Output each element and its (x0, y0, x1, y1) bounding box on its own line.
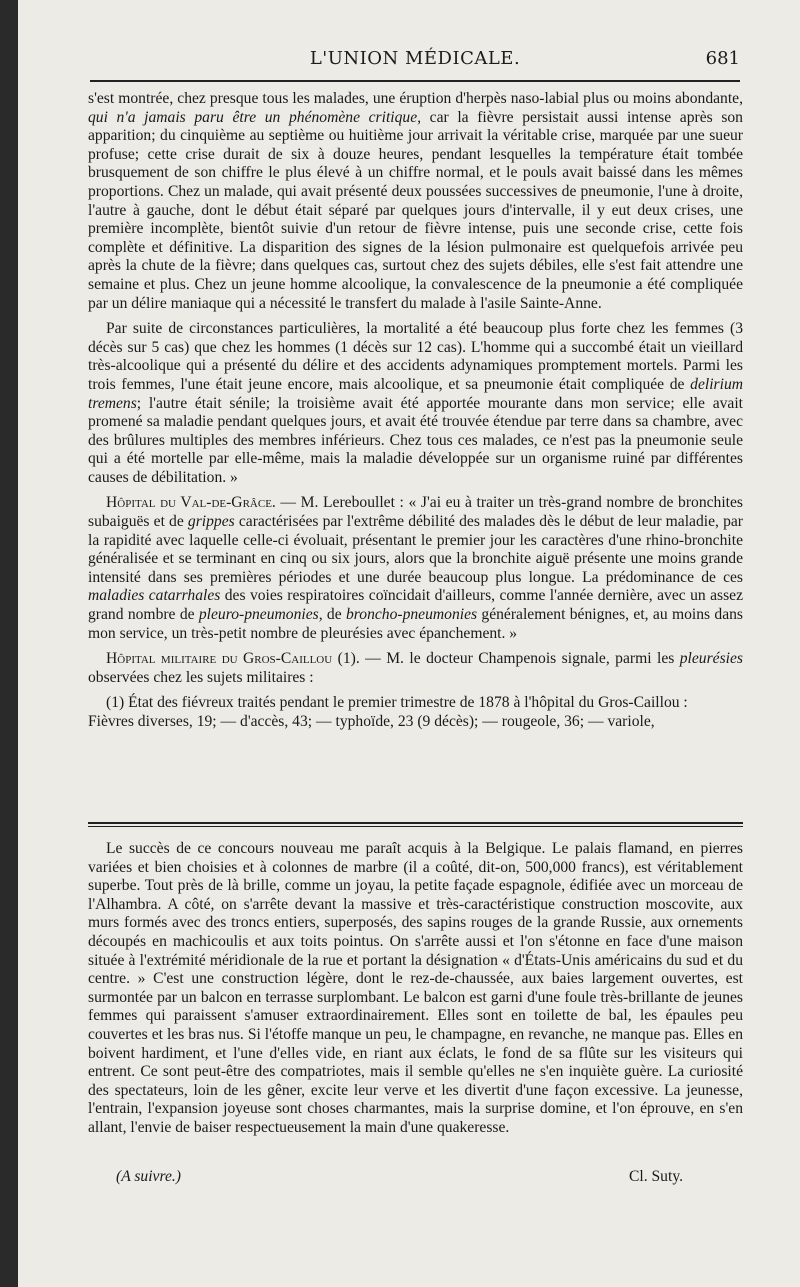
main-article (88, 90, 743, 732)
feuilleton-rule (88, 822, 743, 824)
running-title: L'UNION MÉDICALE. (309, 48, 521, 69)
page-header (90, 46, 740, 76)
paragraph-mortality: Par suite de circonstances particulières, la mortalité a été beaucoup plus forte chez les femmes (3 décès sur 5 cas) que chez les hommes (1 décès sur 12 cas). L'homme qui a succombé était un vieillard très-alcoolique qui a présenté du délire et des accidents adynamiques promptement mortels. Parmi les trois femmes, l'une était jeune encore, mais alcoolique, et sa pneumonie était compliquée de delirium tremens; l'autre était sénile; la troisième avait été apportée mourante dans mon service; elle avait promené sa maladie pendant quelques jours, et avait été trouvée étendue par terre dans sa chambre, avec des brûlures multiples des membres inférieurs. Chez tous ces malades, ce n'est pas la pneumonie seule qui a été mortelle par elle-même, mais la maladie développée sur un organisme ruiné par différentes causes de débilitation. » (88, 320, 743, 486)
paragraph-eruption: s'est montrée, chez presque tous les malades, une éruption d'herpès naso-labial plus ou moins abondante, qui n'a jamais paru être un phénomène critique, car la fièvre persistait aussi intense après son apparition; du cinquième au septième ou huitième jour arrivait la véritable crise, marquée par une sueur profuse; cette crise durait de six à douze heures, pendant lesquelles la température était tombée brusquement de son chiffre le plus élevé à un chiffre normal, et le pouls avait baissé dans les mêmes proportions. Chez un malade, qui avait présenté deux poussées successives de pneumonie, l'une à droite, l'autre à gauche, dont le début était séparé par quelques jours d'intervalle, il y eut deux crises, une première incomplète, bientôt suivie d'un retour de fièvre intense, puis une seconde crise, cette fois complète et définitive. La disparition des signes de la lésion pulmonaire est quelquefois arrivée peu après la chute de la fièvre; dans quelques cas, surtout chez des sujets débiles, elle s'est fait attendre une semaine et plus. Chez un jeune homme alcoolique, la convalescence de la pneumonie a été compliquée par un délire maniaque qui a nécessité le transfert du malade à l'asile Sainte-Anne. (88, 90, 743, 312)
to-be-continued: (A suivre.) (116, 1168, 181, 1185)
paragraph-val-de-grace: Hôpital du Val-de-Grâce. — M. Lereboullet : « J'ai eu à traiter un très-grand nombre de bronchites subaiguës et de grippes caractérisées par l'extrême débilité des malades dès le début de leur maladie, par la rapidité avec laquelle celle-ci évoluait, présentant le premier jour les caractères d'une rhino-bronchite généralisée et se terminant en cinq ou six jours, alors que la bronchite aiguë présente une moins grande intensité dans ses premières périodes et une durée beaucoup plus longue. La prédominance de ces maladies catarrhales des voies respiratoires coïncidait d'ailleurs, comme l'année dernière, avec un assez grand nombre de pleuro-pneumonies, de broncho-pneumonies généralement bénignes, et, au moins dans mon service, un très-petit nombre de pleurésies avec épanchement. » (88, 494, 743, 642)
hospital-heading: Hôpital du Val-de-Grâce. (106, 494, 276, 512)
page-number: 681 (705, 48, 740, 69)
paragraph-gros-caillou: Hôpital militaire du Gros-Caillou (1). — M. le docteur Champenois signale, parmi les pleurésies observées chez les sujets militaires : (88, 650, 743, 686)
feuilleton-rule-thin (88, 826, 743, 827)
feuilleton-signoff (88, 1168, 743, 1188)
header-rule (90, 80, 740, 82)
hospital-heading: Hôpital militaire du Gros-Caillou (106, 650, 333, 668)
footnote: (1) État des fiévreux traités pendant le premier trimestre de 1878 à l'hôpital du Gros-Caillou : (106, 694, 688, 712)
footnote-continued: Fièvres diverses, 19; — d'accès, 43; — typhoïde, 23 (9 décès); — rougeole, 36; — variole, (88, 713, 655, 730)
feuilleton (88, 840, 743, 1138)
author-signature: Cl. Suty. (628, 1168, 683, 1185)
feuilleton-paragraph: Le succès de ce concours nouveau me paraît acquis à la Belgique. Le palais flamand, en pierres variées et bien choisies et à colonnes de marbre (il a coûté, dit-on, 500,000 francs), est véritablement superbe. Tout près de là brille, comme un joyau, la petite façade espagnole, édifiée avec un morceau de l'Alhambra. A côté, on s'arrête devant la massive et très-caractéristique construction moscovite, aux murs formés avec des troncs entiers, superposés, des sapins rouges de la grande Russie, aux ornements découpés en machicoulis et aux toits pointus. On s'arrête aussi et l'on s'étonne en face d'une maison située à l'extrémité méridionale de la rue et portant la désignation « d'États-Unis américains du sud et du centre. » C'est une construction légère, dont le rez-de-chaussée, aux baies largement ouvertes, est surmontée par un balcon en terrasse surplombant. Le balcon est garni d'une foule très-brillante de jeunes femmes qui paraissent s'amuser extraordinairement. Elles sont en toilette de bal, les épaules peu couvertes et les bras nus. Si l'étoffe manque un peu, le champagne, en revanche, ne manque pas. Elles en boivent hardiment, et l'une d'elles vide, en riant aux éclats, le fond de sa flûte sur les visiteurs qui entrent. Ce sont peut-être des compatriotes, mais il semble qu'elles ne s'en inquiète guère. La curiosité des spectateurs, loin de les gêner, excite leur verve et les divertit d'une façon excessive. La jeunesse, l'entrain, l'expansion joyeuse sont choses charmantes, mais la surprise domine, et l'on éprouve, en s'en allant, l'envie de baiser respectueusement la main d'une quakeresse. (88, 840, 743, 1136)
